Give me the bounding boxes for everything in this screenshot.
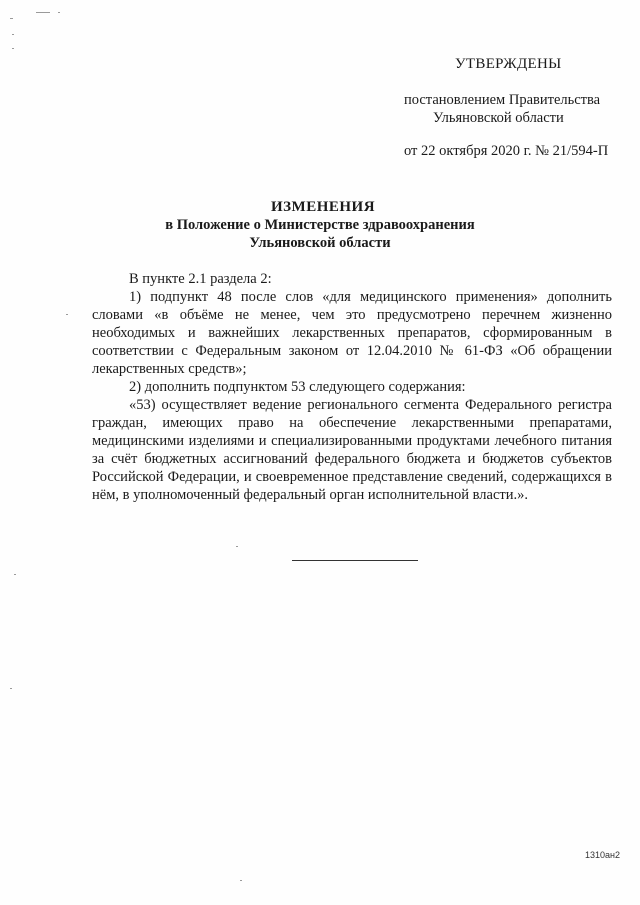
scan-speck: [14, 574, 16, 575]
scan-speck: [12, 48, 14, 49]
body-item-1-paragraph: 1) подпункт 48 после слов «для медицинского применения» дополнить словами «в объёме не менее, чем это предусмотрено перечнем жизненно необходимых и важнейших лекарственных препаратов, сформированным в соответствии с Федеральным законом от 12.04.2010 № 61-ФЗ «Об обращении лекарственных средств»;: [92, 289, 612, 377]
approval-date: от 22 октября 2020 г. № 21/594-П: [404, 143, 609, 159]
scan-speck: [240, 880, 242, 881]
closing-separator-line: [292, 560, 418, 561]
document-subtitle-line2: Ульяновской области: [249, 235, 391, 251]
document-subtitle-line1: в Положение о Министерстве здравоохранения: [165, 217, 475, 233]
body-intro-paragraph: В пункте 2.1 раздела 2:: [129, 271, 272, 287]
scan-speck: [10, 688, 12, 689]
approval-region-line: Ульяновской области: [433, 110, 564, 126]
body-item-2-paragraph: 2) дополнить подпунктом 53 следующего содержания:: [129, 379, 466, 395]
scan-speck: [10, 18, 13, 19]
scan-speck: [236, 546, 238, 547]
scan-speck: [66, 314, 68, 315]
approval-title: УТВЕРЖДЕНЫ: [455, 56, 562, 72]
approval-issuer-line: постановлением Правительства: [404, 92, 601, 108]
scan-speck: [58, 12, 60, 13]
document-title: ИЗМЕНЕНИЯ: [270, 199, 376, 215]
body-item-53-paragraph: «53) осуществляет ведение регионального сегмента Федерального регистра граждан, имеющих право на обеспечение лекарственными препаратами, медицинскими изделиями и специализированными продуктами лечебного питания за счёт бюджетных ассигнований федерального бюджета и бюджетов субъектов Российской Федерации, и своевременное представление сведений, содержащихся в нём, в уполномоченный федеральный орган исполнительной власти.».: [92, 397, 612, 503]
footer-document-code: 1310ан2: [585, 850, 621, 860]
scan-speck: [12, 34, 14, 35]
scan-speck: [36, 12, 50, 13]
document-body: [92, 270, 612, 504]
